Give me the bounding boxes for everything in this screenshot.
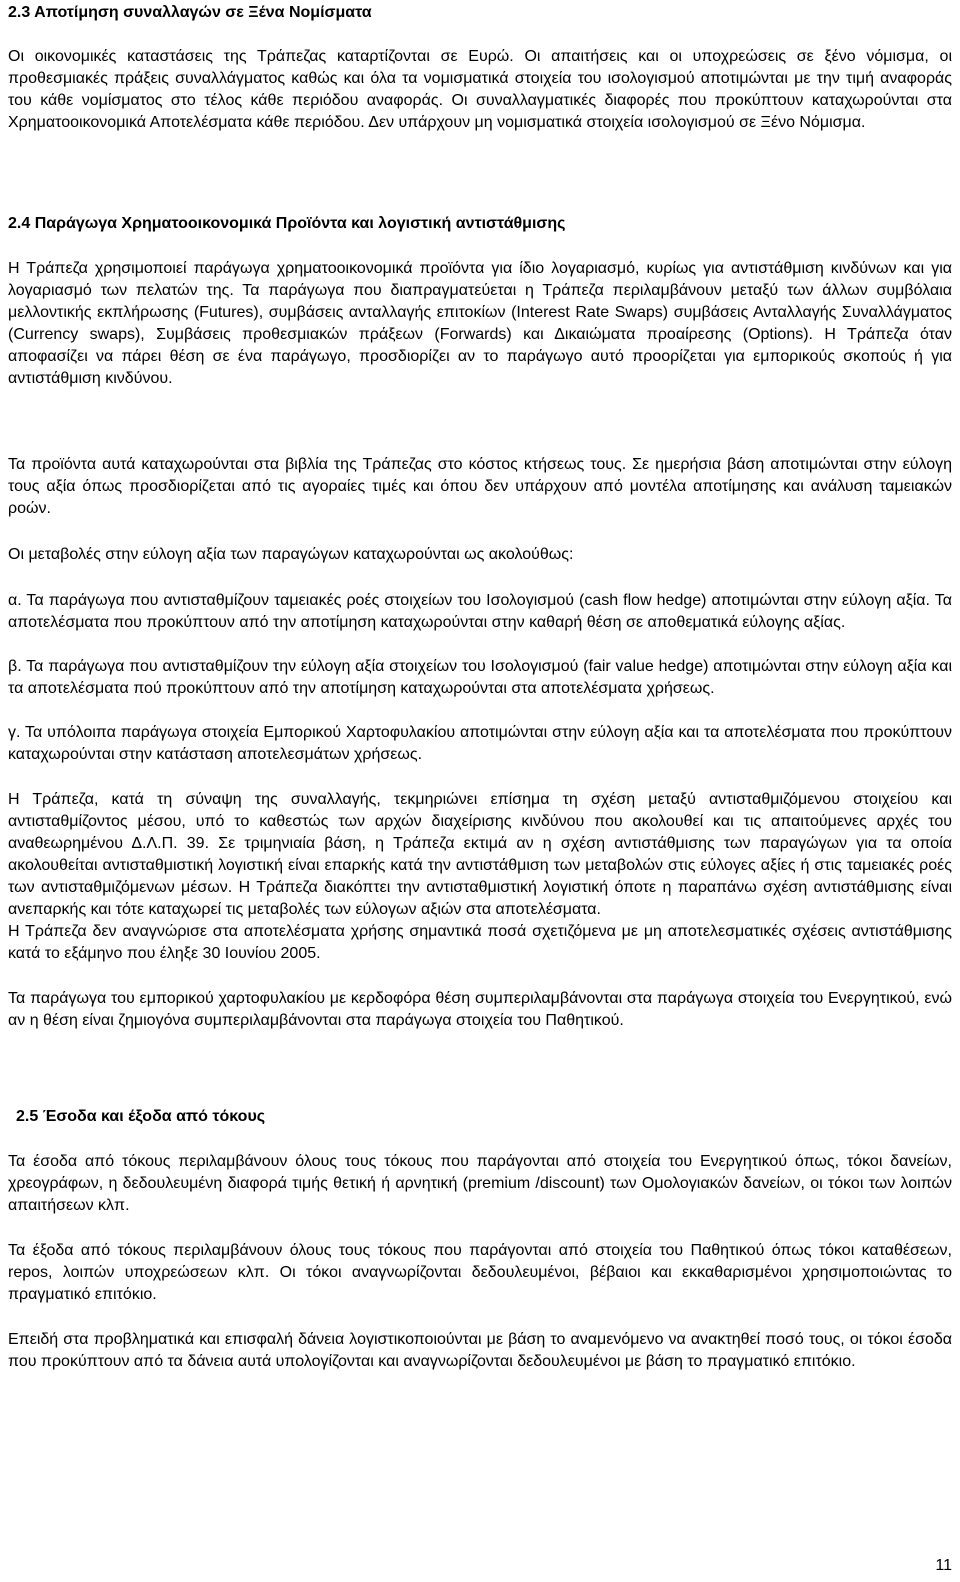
paragraph-trading-portfolio-positions: Τα παράγωγα του εμπορικού χαρτοφυλακίου με κερδοφόρα θέση συμπεριλαμβάνονται στα παράγωγα στοιχεία του Ενεργητικού, ενώ αν η θέση είναι ζημιογόνα συμπεριλαμβάνονται στα παράγωγα στοιχεία του Παθητικού.: [8, 990, 952, 1029]
paragraph-interest-income: Τα έσοδα από τόκους περιλαμβάνουν όλους τους τόκους που παράγονται από στοιχεία του Ενεργητικού όπως, τόκοι δανείων, χρεογράφων, η δεδουλευμένη διαφορά τιμής θετική ή αρνητική (premium /discount) των Ομολογιακών δανείων, οι τόκοι των λοιπών απαιτήσεων κλπ.: [8, 1153, 952, 1214]
paragraph-hedge-documentation: Η Τράπεζα, κατά τη σύναψη της συναλλαγής, τεκμηριώνει επίσημα τη σχέση μεταξύ αντισταθμιζόμενου στοιχείου και αντισταθμίζοντος μέσου, υπό το καθεστώς των αρχών διαχείρισης κινδύνου που ακολουθεί και τις απαιτούμενες αρχές του αναθεωρημένου Δ.Λ.Π. 39. Σε τριμηνιαία βάση, η Τράπεζα εκτιμά αν η σχέση αντιστάθμισης των παραγώγων για τα οποία ακολουθείται αντισταθμιστική λογιστική είναι επαρκής κατά την αντιστάθμιση των μεταβολών στις εύλογες αξίες ή στις ταμειακές ροές των αντισταθμιζόμενων μέσων. Η Τράπεζα διακόπτει την αντισταθμιστική λογιστική όποτε η παραπάνω σχέση αντιστάθμισης είναι ανεπαρκής και τότε καταχωρεί τις μεταβολές των εύλογων αξιών στα αποτελέσματα.: [8, 791, 952, 918]
paragraph-derivatives-usage: Η Τράπεζα χρησιμοποιεί παράγωγα χρηματοοικονομικά προϊόντα για ίδιο λογαριασμό, κυρίως για αντιστάθμιση κινδύνων και για λογαριασμό των πελατών της. Τα παράγωγα που διαπραγματεύεται η Τράπεζα περιλαμβάνουν μεταξύ των άλλων συμβόλαια μελλοντικής εκπλήρωσης (Futures), συμβάσεις ανταλλαγής επιτοκίων (Interest Rate Swaps) συμβάσεις Ανταλλαγής Συναλλάγματος (Currency swaps), Συμβάσεις προθεσμιακών πράξεων (Forwards) και Δικαιώματα προαίρεσης (Options). Η Τράπεζα όταν αποφασίζει να πάρει θέση σε ένα παράγωγο, προσδιορίζει αν το παράγωγο αυτό προορίζεται για εμπορικούς σκοπούς ή για αντιστάθμιση κινδύνου.: [8, 260, 952, 387]
list-item-cash-flow-hedge: α. Τα παράγωγα που αντισταθμίζουν ταμειακές ροές στοιχείων του Ισολογισμού (cash flow hedge) αποτιμώνται στην εύλογη αξία. Τα αποτελέσματα που προκύπτουν από την αποτίμηση καταχωρούνται στην καθαρή θέση σε αποθεματικά εύλογης αξίας.: [8, 592, 952, 631]
paragraph-derivatives-valuation: Τα προϊόντα αυτά καταχωρούνται στα βιβλία της Τράπεζας στο κόστος κτήσεως τους. Σε ημερήσια βάση αποτιμώνται στην εύλογη τους αξία όπως προσδιορίζεται από τις αγοραίες τιμές και όπου δεν υπάρχουν από μοντέλα αποτίμησης και ανάλυση ταμειακών ροών.: [8, 456, 952, 517]
paragraph-hedge-ineffectiveness: Η Τράπεζα δεν αναγνώρισε στα αποτελέσματα χρήσης σημαντικά ποσά σχετιζόμενα με μη αποτελεσματικές σχέσεις αντιστάθμισης κατά το εξάμηνο που έληξε 30 Ιουνίου 2005.: [8, 923, 952, 962]
section-heading-2-3: 2.3 Αποτίμηση συναλλαγών σε Ξένα Νομίσματα: [8, 4, 372, 21]
list-item-trading-derivatives: γ. Τα υπόλοιπα παράγωγα στοιχεία Εμπορικού Χαρτοφυλακίου αποτιμώνται στην εύλογη αξία και τα αποτελέσματα που προκύπτουν καταχωρούνται στην κατάσταση αποτελεσμάτων χρήσεως.: [8, 724, 952, 763]
page-number: 11: [935, 1557, 952, 1574]
paragraph-foreign-currency: Οι οικονομικές καταστάσεις της Τράπεζας καταρτίζονται σε Ευρώ. Οι απαιτήσεις και οι υποχρεώσεις σε ξένο νόμισμα, οι προθεσμιακές πράξεις συναλλάγματος καθώς και όλα τα νομισματικά στοιχεία του ισολογισμού αποτιμώνται με την τιμή αναφοράς του κάθε νομίσματος στο τέλος κάθε περιόδου αναφοράς. Οι συναλλαγματικές διαφορές που προκύπτουν καταχωρούνται στα Χρηματοοικονομικά Αποτελέσματα κάθε περιόδου. Δεν υπάρχουν μη νομισματικά στοιχεία ισολογισμού σε Ξένο Νόμισμα.: [8, 48, 952, 131]
paragraph-fair-value-changes: Οι μεταβολές στην εύλογη αξία των παραγώγων καταχωρούνται ως ακολούθως:: [8, 546, 574, 563]
paragraph-impaired-loans-interest: Επειδή στα προβληματικά και επισφαλή δάνεια λογιστικοποιούνται με βάση το αναμενόμενο να ανακτηθεί ποσό τους, οι τόκοι έσοδα που προκύπτουν από τα δάνεια αυτά υπολογίζονται και αναγνωρίζονται δεδουλευμένοι με βάση το πραγματικό επιτόκιο.: [8, 1331, 952, 1370]
section-heading-2-5: 2.5 Έσοδα και έξοδα από τόκους: [16, 1108, 266, 1125]
list-item-fair-value-hedge: β. Τα παράγωγα που αντισταθμίζουν την εύλογη αξία στοιχείων του Ισολογισμού (fair value hedge) αποτιμώνται στην εύλογη αξία και τα αποτελέσματα πού προκύπτουν από την αποτίμηση καταχωρούνται στα αποτελέσματα χρήσεως.: [8, 658, 952, 697]
paragraph-interest-expense: Τα έξοδα από τόκους περιλαμβάνουν όλους τους τόκους που παράγονται από στοιχεία του Παθητικού όπως τόκοι καταθέσεων, repos, λοιπών υποχρεώσεων κλπ. Οι τόκοι αναγνωρίζονται δεδουλευμένοι, βέβαιοι και εκκαθαρισμένοι χρησιμοποιώντας το πραγματικό επιτόκιο.: [8, 1242, 952, 1303]
section-heading-2-4: 2.4 Παράγωγα Χρηματοοικονομικά Προϊόντα και λογιστική αντιστάθμισης: [8, 215, 566, 232]
